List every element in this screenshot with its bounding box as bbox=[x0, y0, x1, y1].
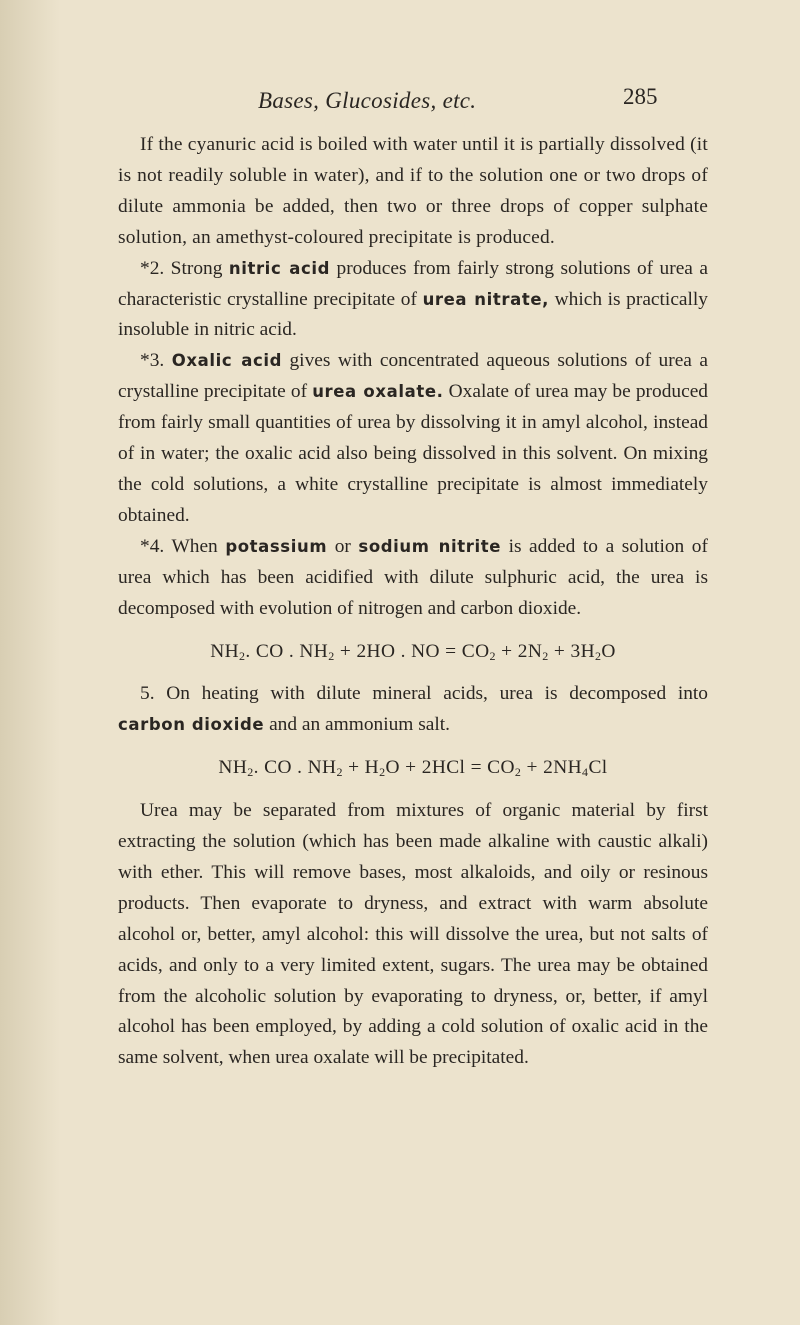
bold-term-urea-oxalate: urea oxalate. bbox=[312, 382, 444, 402]
bold-term-carbon-dioxide: carbon dioxide bbox=[118, 715, 265, 735]
equation-subscript: 2 bbox=[594, 648, 602, 663]
paragraph-text: which is practically insoluble in nitric acid. bbox=[118, 288, 708, 341]
paragraph-text: is added to a solution of urea which has been acidified with dilute sulphuric acid, the urea is decomposed with evolution of nitrogen and carbon dioxide. bbox=[118, 535, 708, 619]
equation-part: + 2NH bbox=[521, 757, 583, 779]
equation-part: NH bbox=[218, 757, 248, 779]
paragraph-text: *4. When bbox=[140, 535, 218, 557]
equation-subscript: 2 bbox=[489, 648, 496, 663]
page-number: 285 bbox=[623, 84, 658, 109]
equation-subscript: 2 bbox=[379, 765, 386, 780]
bold-term-sodium-nitrite: sodium nitrite bbox=[358, 536, 501, 556]
equation-subscript: 2 bbox=[514, 765, 522, 780]
equation-part: Cl bbox=[588, 757, 608, 779]
equation-part: + 3H bbox=[548, 640, 595, 662]
paragraph-urea-separation: Urea may be separated from mixtures of organic material by first extracting the solution (which has been made alkaline with caustic alkali) with ether. This will remove bases, most alkaloids, and oily or resinous products. Then evaporate to dryness, and extract with warm absolute alcohol or, better, amyl alcohol: this will dissolve the urea, but not salts of acids, and only to a very limited extent, sugars. The urea may be obtained from the alcoholic solution by evaporating to dryness, or, better, if amyl alcohol has been employed, by adding a cold solution of oxalic acid in the same solvent, when urea oxalate will be precipitated. bbox=[118, 800, 708, 1069]
paragraph-text: and an ammonium salt. bbox=[269, 714, 451, 736]
paragraph-mineral-acid-test bbox=[118, 679, 708, 741]
equation-subscript: 2 bbox=[336, 765, 343, 780]
paragraph-text: Oxalate of urea may be produced from fairly small quantities of urea by dissolving it in amyl alcohol, instead of in water; the oxalic acid also being dissolved in this solvent. On mixing the cold solutions, a white crystalline precipitate is almost immediately obtained. bbox=[118, 381, 708, 526]
paragraph-text: *2. Strong bbox=[140, 257, 223, 279]
equation-part: + 2HO . NO = CO bbox=[334, 640, 490, 662]
bold-term-oxalic-acid: Oxalic acid bbox=[171, 351, 282, 371]
paragraph-text: gives with concentrated aqueous solutions of urea a crystalline precipitate of bbox=[118, 350, 708, 403]
paragraph-text: 5. On heating with dilute mineral acids, urea is decomposed into bbox=[140, 683, 708, 705]
paragraph-cyanuric-acid-test: If the cyanuric acid is boiled with water until it is partially dissolved (it is not readily soluble in water), and if to the solution one or two drops of dilute ammonia be added, then two or three drops of copper sulphate solution, an amethyst-coloured precipitate is produced. bbox=[118, 134, 708, 248]
equation-part: O bbox=[601, 640, 616, 662]
equation-subscript: 2 bbox=[239, 648, 246, 663]
body-text bbox=[118, 130, 708, 1074]
bold-term-nitric-acid: nitric acid bbox=[228, 258, 331, 278]
paragraph-text: or bbox=[334, 535, 351, 557]
bold-term-urea-nitrate: urea nitrate, bbox=[422, 289, 549, 309]
equation-subscript: 2 bbox=[328, 648, 335, 663]
equation-subscript: 2 bbox=[247, 765, 254, 780]
equation-part: . CO . NH bbox=[253, 757, 337, 779]
equation-hydrolysis-reaction bbox=[118, 753, 708, 784]
paragraph-nitrite-test bbox=[118, 532, 708, 625]
equation-part: + 2N bbox=[495, 640, 543, 662]
bold-term-potassium: potassium bbox=[225, 536, 328, 556]
equation-nitrite-reaction bbox=[118, 637, 708, 668]
paragraph-oxalic-acid-test bbox=[118, 346, 708, 531]
equation-subscript: 4 bbox=[582, 765, 589, 780]
equation-part: O + 2HCl = CO bbox=[385, 757, 515, 779]
page-header bbox=[0, 80, 800, 120]
paragraph-nitric-acid-test bbox=[118, 254, 708, 347]
equation-part: . CO . NH bbox=[245, 640, 329, 662]
equation-subscript: 2 bbox=[542, 648, 549, 663]
running-title: Bases, Glucosides, etc. bbox=[258, 88, 477, 113]
paragraph-text: produces from fairly strong solutions of urea a characteristic crystalline precipitate of bbox=[118, 257, 708, 310]
paragraph-text: *3. bbox=[140, 350, 165, 372]
equation-part: + H bbox=[342, 757, 380, 779]
equation-part: NH bbox=[210, 640, 240, 662]
